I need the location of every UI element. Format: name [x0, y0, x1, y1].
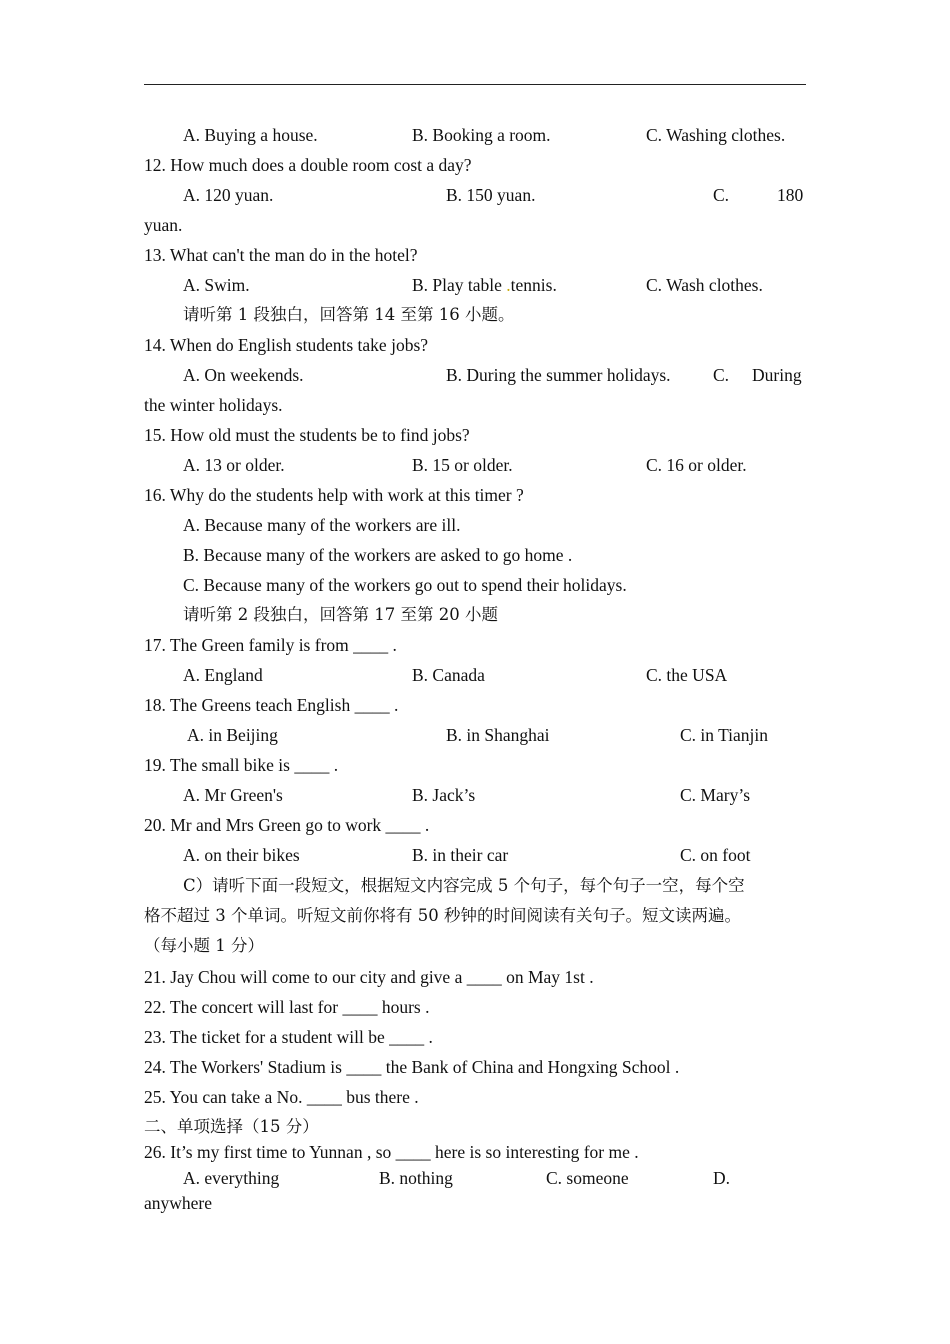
q13-option-c: C. Wash clothes.	[646, 275, 763, 295]
q12-option-c-unit: yuan.	[144, 215, 183, 235]
q15-option-c: C. 16 or older.	[646, 455, 747, 475]
q15-stem: 15. How old must the students be to find jobs?	[144, 425, 470, 445]
q17-stem: 17. The Green family is from ____ .	[144, 635, 397, 655]
q16-stem: 16. Why do the students help with work at this timer ?	[144, 485, 524, 505]
header-rule	[144, 84, 806, 85]
q19-stem: 19. The small bike is ____ .	[144, 755, 339, 775]
q15-option-b: B. 15 or older.	[412, 455, 513, 475]
q20-option-b: B. in their car	[412, 845, 509, 865]
q19-option-a: A. Mr Green's	[183, 785, 283, 805]
q26-stem: 26. It’s my first time to Yunnan , so ____ here is so interesting for me .	[144, 1142, 639, 1162]
q18-stem: 18. The Greens teach English ____ .	[144, 695, 399, 715]
q18-option-b: B. in Shanghai	[446, 725, 550, 745]
q13-option-b-pre: B. Play table	[412, 275, 507, 295]
instruction-1: 请听第 1 段独白，回答第 14 至第 16 小题。	[183, 305, 515, 324]
q13-edit-mark: .	[506, 275, 511, 295]
q13-option-b	[412, 274, 557, 296]
q12-option-b: B. 150 yuan.	[446, 185, 536, 205]
q16-option-c: C. Because many of the workers go out to spend their holidays.	[183, 575, 627, 595]
q26-option-d-text: anywhere	[144, 1193, 213, 1213]
q14-stem: 14. When do English students take jobs?	[144, 335, 429, 355]
q23-stem: 23. The ticket for a student will be ____ .	[144, 1027, 433, 1047]
q18-option-a: A. in Beijing	[187, 725, 278, 745]
q20-option-a: A. on their bikes	[183, 845, 300, 865]
q14-option-c-rest: the winter holidays.	[144, 395, 283, 415]
q13-stem: 13. What can't the man do in the hotel?	[144, 245, 418, 265]
instruction-2: 请听第 2 段独白，回答第 17 至第 20 小题	[183, 605, 498, 624]
q17-option-b: B. Canada	[412, 665, 485, 685]
q17-option-a: A. England	[183, 665, 263, 685]
q12-stem: 12. How much does a double room cost a day?	[144, 155, 472, 175]
q14-option-c-word: During	[752, 365, 802, 385]
q17-option-c: C. the USA	[646, 665, 728, 685]
q19-option-c: C. Mary’s	[680, 785, 750, 805]
q13-option-b-post: tennis.	[510, 275, 557, 295]
q20-option-c: C. on foot	[680, 845, 751, 865]
q15-option-a: A. 13 or older.	[183, 455, 285, 475]
q13-option-a: A. Swim.	[183, 275, 250, 295]
q16-option-a: A. Because many of the workers are ill.	[183, 515, 461, 535]
q11-option-c: C. Washing clothes.	[646, 125, 786, 145]
q16-option-b: B. Because many of the workers are asked to go home .	[183, 545, 573, 565]
q12-option-a: A. 120 yuan.	[183, 185, 274, 205]
q14-option-a: A. On weekends.	[183, 365, 304, 385]
q11-option-b: B. Booking a room.	[412, 125, 551, 145]
q26-option-d-letter: D.	[713, 1168, 731, 1188]
q26-option-c: C. someone	[546, 1168, 629, 1188]
section-c-instruction-line-2: 格不超过 3 个单词。听短文前你将有 50 秒钟的时间阅读有关句子。短文读两遍。	[144, 906, 741, 925]
q22-stem: 22. The concert will last for ____ hours .	[144, 997, 430, 1017]
section-c-instruction-line-3: （每小题 1 分）	[144, 936, 264, 955]
q14-option-b: B. During the summer holidays.	[446, 365, 671, 385]
q12-option-c-letter: C.	[713, 185, 730, 205]
part-2-heading: 二、单项选择（15 分）	[144, 1117, 319, 1136]
q24-stem: 24. The Workers' Stadium is ____ the Bank of China and Hongxing School .	[144, 1057, 680, 1077]
q11-option-a: A. Buying a house.	[183, 125, 318, 145]
q18-option-c: C. in Tianjin	[680, 725, 769, 745]
q26-option-a: A. everything	[183, 1168, 280, 1188]
q20-stem: 20. Mr and Mrs Green go to work ____ .	[144, 815, 430, 835]
q14-option-c-letter: C.	[713, 365, 730, 385]
q21-stem: 21. Jay Chou will come to our city and give a ____ on May 1st .	[144, 967, 594, 987]
q26-option-b: B. nothing	[379, 1168, 453, 1188]
q12-option-c-value: 180	[777, 185, 804, 205]
section-c-instruction-line-1: C）请听下面一段短文，根据短文内容完成 5 个句子，每个句子一空，每个空	[183, 876, 745, 895]
q19-option-b: B. Jack’s	[412, 785, 476, 805]
q25-stem: 25. You can take a No. ____ bus there .	[144, 1087, 419, 1107]
